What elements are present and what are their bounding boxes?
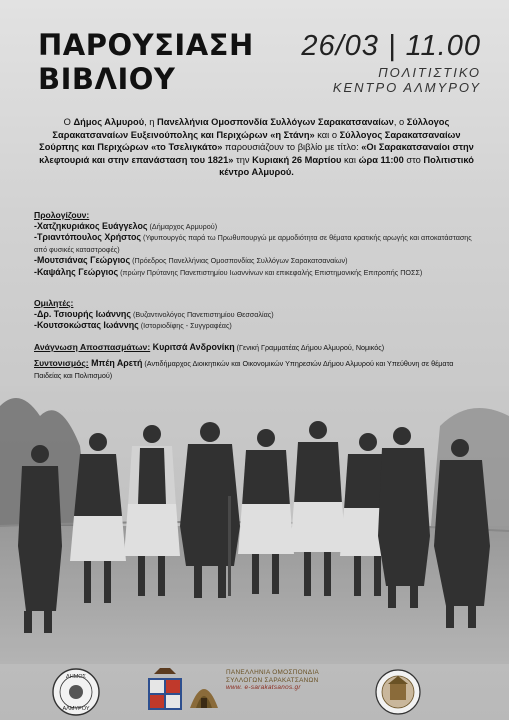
person-name: Μπέη Αρετή bbox=[88, 358, 143, 368]
website-url: www. e-sarakatsanos.gr bbox=[226, 684, 301, 692]
person-name: -Κουτσοκώστας Ιωάννης bbox=[34, 320, 139, 331]
person-role: (Ιστοριοδίφης - Συγγραφέας) bbox=[138, 321, 232, 331]
person-role: (Αντιδήμαρχος Διοικητικών και Οικονομικών Υπηρεσιών Δήμου Αλμυρού και Υπεύθυνη σε θέματα Παιδείας και Πολιτισμού) bbox=[34, 359, 454, 380]
intro-bold: Δήμος Αλμυρού bbox=[73, 117, 145, 127]
person-name: -Μουτσιάνας Γεώργιος bbox=[34, 255, 131, 266]
speakers-section bbox=[34, 298, 481, 332]
intro-paragraph bbox=[34, 116, 479, 179]
person-name: -Δρ. Τσιουρής Ιωάννης bbox=[34, 308, 131, 319]
intro-text: την bbox=[233, 154, 253, 165]
person-role: (Πρόεδρος Πανελλήνιας Ομοσπονδίας Συλλόγων Σαρακατσαναίων) bbox=[130, 256, 348, 266]
coordination-section bbox=[34, 358, 481, 381]
readings-heading: Ανάγνωση Αποσπασμάτων: bbox=[34, 342, 151, 352]
hut-logo bbox=[190, 689, 218, 708]
event-datetime-block bbox=[301, 30, 481, 95]
venue-line-1: ΠΟΛΙΤΙΣΤΙΚΟ bbox=[378, 65, 481, 80]
person-role: (Υφυπουργός παρά τω Πρωθυπουργώ με αρμοδιότητα σε θέματα κρατικής αρωγής και αποκατάστασης από φυσικές καταστροφές) bbox=[34, 233, 472, 254]
intro-text: και ο bbox=[314, 129, 340, 140]
intro-bold: Σύλλογος Σαρακατσαναίων Σούρπης και Περιχώρων «το Τσελιγκάτο» bbox=[39, 129, 461, 153]
historical-group-photo bbox=[0, 386, 509, 664]
intro-text: στο bbox=[403, 154, 424, 165]
intro-bold: Πολιτιστικό κέντρο Αλμυρού. bbox=[219, 154, 474, 178]
person-name: -Χατζηκυριάκος Ευάγγελος bbox=[34, 220, 148, 231]
prologue-person bbox=[34, 232, 481, 255]
prologue-person bbox=[34, 255, 481, 267]
intro-text: , η bbox=[144, 117, 158, 127]
intro-bold: Σύλλογος Σαρακατσαναίων Ευξεινούπολης και Περιχώρων «η Στάνη» bbox=[52, 117, 450, 140]
intro-text: Ο bbox=[63, 117, 74, 127]
intro-bold: «Οι Σαρακατσαναίοι στην κλεφτουριά και στην επανάσταση του 1821» bbox=[39, 142, 474, 165]
speakers-heading: Ομιλητές: bbox=[34, 298, 74, 308]
prologue-person bbox=[34, 221, 481, 233]
coordination-heading: Συντονισμός: bbox=[34, 358, 89, 368]
person-name: -Τριαντόπουλος Χρήστος bbox=[34, 232, 141, 243]
prologues-section bbox=[34, 210, 481, 279]
municipality-seal-logo bbox=[53, 669, 99, 715]
person-name: Κυριτσά Ανδρονίκη bbox=[150, 342, 235, 352]
person-role: (πρώην Πρύτανης Πανεπιστημίου Ιωαννίνων και επικεφαλής Επιστημονικής Επιτροπής ΠΟΣΣ) bbox=[118, 267, 423, 277]
speaker-person bbox=[34, 320, 481, 332]
intro-text: και bbox=[341, 154, 359, 165]
prologue-person bbox=[34, 267, 481, 279]
person-role: (Βυζαντινολόγος Πανεπιστημίου Θεσσαλίας) bbox=[130, 309, 274, 319]
person-name: -Καψάλης Γεώργιος bbox=[34, 266, 119, 277]
title-line-2: ΒΙΒΛΙΟΥ bbox=[38, 62, 176, 96]
federation-emblem-logo bbox=[148, 668, 182, 710]
prologues-heading: Προλογίζουν: bbox=[34, 210, 90, 220]
title-line-1: ΠΑΡΟΥΣΙΑΣΗ bbox=[38, 28, 254, 62]
event-venue bbox=[301, 65, 481, 95]
intro-text: παρουσιάζουν το βιβλίο με τίτλο: bbox=[222, 142, 362, 153]
venue-line-2: ΚΕΝΤΡΟ ΑΛΜΥΡΟΥ bbox=[332, 80, 481, 95]
person-role: (Γενική Γραμματέας Δήμου Αλμυρού, Νομικός) bbox=[234, 343, 385, 352]
federation-name-line-1: ΠΑΝΕΛΛΗΝΙΑ ΟΜΟΣΠΟΝΔΙΑ bbox=[226, 669, 320, 676]
federation-text bbox=[226, 669, 319, 692]
poster-title bbox=[38, 28, 254, 96]
seal-top-text: ΔΗΜΟΣ bbox=[66, 674, 86, 680]
intro-bold: Πανελλήνια Ομοσπονδία Συλλόγων Σαρακατσαναίων bbox=[157, 117, 394, 127]
federation-name-line-2: ΣΥΛΛΟΓΩΝ ΣΑΡΑΚΑΤΣΑΝΩΝ bbox=[226, 676, 319, 684]
readings-section bbox=[34, 342, 481, 354]
intro-text: , ο bbox=[393, 117, 407, 127]
event-date-time: 26/03 | 11.00 bbox=[301, 30, 481, 62]
intro-bold: Κυριακή 26 Μαρτίου bbox=[252, 154, 342, 165]
person-role: (Δήμαρχος Αρμυρού) bbox=[147, 221, 218, 231]
speaker-person bbox=[34, 309, 481, 321]
association-emblem-logo bbox=[376, 670, 420, 714]
intro-bold: ώρα 11:00 bbox=[358, 154, 404, 165]
seal-bottom-text: ΑΛΜΥΡΟΥ bbox=[62, 706, 90, 712]
